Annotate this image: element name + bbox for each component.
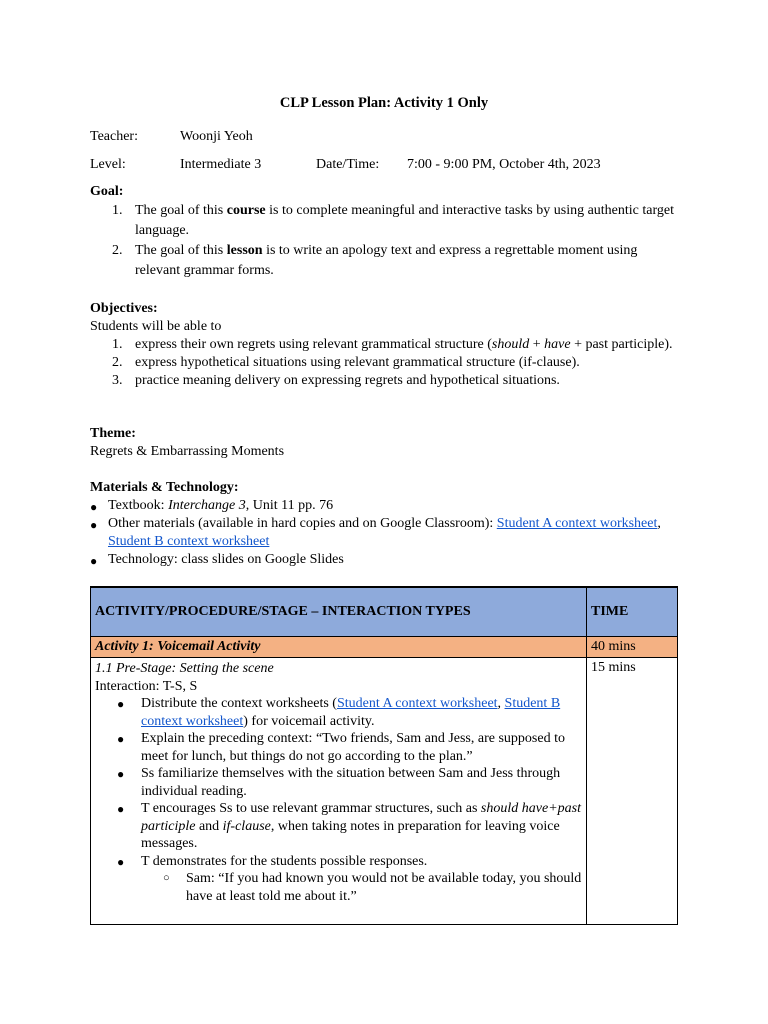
stage-row: [91, 658, 678, 925]
objective-italic: have: [544, 337, 571, 352]
materials-list: [90, 497, 682, 569]
bullet-icon: ●: [117, 732, 125, 746]
teacher-value: Woonji Yeoh: [180, 129, 253, 144]
lesson-table: [90, 586, 678, 925]
objective-item: [90, 354, 682, 372]
step-text: Explain the preceding context: “Two friends, Sam and Jess, are supposed to meet for lunch, but things do not go according to the plan.”: [141, 731, 565, 764]
list-item: [95, 853, 582, 871]
objective-text: express their own regrets using relevant grammatical structure (: [135, 337, 492, 352]
activity-time: 40 mins: [587, 637, 678, 658]
step-text: ) for voicemail activity.: [243, 713, 375, 729]
bullet-icon: ●: [117, 697, 125, 711]
stage-time: 15 mins: [587, 658, 678, 925]
header-time: TIME: [587, 587, 678, 637]
goal-text: The goal of this: [135, 203, 227, 218]
theme-text: Regrets & Embarrassing Moments: [90, 444, 285, 459]
circle-bullet-icon: ○: [163, 872, 170, 884]
step-text: Ss familiarize themselves with the situation between Sam and Jess through individual reading.: [141, 766, 561, 799]
list-item: [95, 800, 582, 853]
stage-title: 1.1 Pre-Stage: Setting the scene: [95, 661, 274, 676]
interaction-type: Interaction: T-S, S: [95, 678, 198, 694]
objective-number: 3.: [112, 373, 123, 388]
student-a-worksheet-link[interactable]: Student A context worksheet: [496, 516, 658, 531]
step-italic: should have+past participle: [141, 801, 581, 834]
objective-text: + past participle).: [570, 337, 673, 352]
goal-item: [90, 201, 682, 241]
goal-list: [90, 201, 682, 281]
goal-bold: course: [226, 203, 266, 218]
bullet-icon: ●: [117, 802, 125, 816]
step-text: T encourages Ss to use relevant grammar structures, such as: [141, 801, 481, 816]
step-text: Distribute the context worksheets (: [141, 696, 337, 711]
level-value: Intermediate 3: [180, 157, 262, 172]
objective-text: practice meaning delivery on expressing regrets and hypothetical situations.: [135, 373, 560, 388]
header-activity: ACTIVITY/PROCEDURE/STAGE – INTERACTION TYPES: [91, 587, 587, 637]
goal-heading: Goal:: [90, 184, 124, 199]
goal-bold: lesson: [226, 243, 263, 258]
materials-text: , Unit 11 pp. 76: [245, 498, 334, 513]
student-b-worksheet-link[interactable]: Student B context worksheet: [141, 696, 561, 729]
objective-item: [90, 336, 682, 354]
step-text: T demonstrates for the students possible responses.: [141, 853, 428, 869]
objective-text: express hypothetical situations using relevant grammatical structure (if-clause).: [135, 355, 580, 370]
list-item: [95, 765, 582, 800]
level-label: Level:: [90, 157, 126, 172]
stage-steps: [95, 695, 582, 905]
objective-number: 1.: [112, 337, 123, 352]
list-item: [95, 695, 582, 730]
bullet-icon: ●: [90, 500, 98, 514]
bullet-icon: ●: [117, 767, 125, 781]
goal-number: 1.: [112, 203, 123, 218]
sub-list-item: [95, 870, 582, 905]
step-text: and: [195, 818, 223, 834]
goal-number: 2.: [112, 243, 123, 258]
materials-separator: ,: [657, 516, 661, 531]
date-label: Date/Time:: [316, 157, 380, 172]
page-title: CLP Lesson Plan: Activity 1 Only: [279, 95, 489, 111]
objective-text: +: [529, 337, 545, 352]
goal-item: [90, 241, 682, 281]
table-header-row: [91, 587, 678, 637]
step-separator: ,: [497, 696, 505, 711]
list-item: [95, 730, 582, 765]
materials-heading: Materials & Technology:: [90, 480, 239, 495]
bullet-icon: ●: [90, 518, 98, 532]
materials-text: Textbook:: [108, 498, 169, 513]
goal-text: is to write an apology text and express a regrettable moment using relevant grammar forms.: [135, 243, 638, 278]
student-a-worksheet-link[interactable]: Student A context worksheet: [336, 696, 498, 711]
objective-item: [90, 372, 682, 390]
materials-item: [90, 515, 682, 551]
materials-item: [90, 551, 682, 569]
step-text: Sam: “If you had known you would not be available today, you should have at least told me about it.”: [186, 871, 582, 904]
textbook-title: Interchange 3: [168, 498, 246, 513]
goal-text: is to complete meaningful and interactive tasks by using authentic target language.: [135, 203, 675, 238]
step-italic: if-clause: [222, 818, 271, 834]
activity-title: Activity 1: Voicemail Activity: [91, 637, 587, 658]
objectives-heading: Objectives:: [90, 301, 158, 316]
teacher-label: Teacher:: [90, 129, 138, 144]
objective-italic: should: [491, 337, 530, 352]
date-value: 7:00 - 9:00 PM, October 4th, 2023: [407, 157, 601, 172]
activity-row: [91, 637, 678, 658]
bullet-icon: ●: [90, 554, 98, 568]
objective-number: 2.: [112, 355, 123, 370]
student-b-worksheet-link[interactable]: Student B context worksheet: [108, 534, 270, 549]
materials-text: Technology: class slides on Google Slides: [108, 552, 344, 567]
theme-heading: Theme:: [90, 426, 136, 441]
materials-item: [90, 497, 682, 515]
objectives-list: [90, 336, 682, 390]
bullet-icon: ●: [117, 854, 125, 869]
step-text: , when taking notes in preparation for leaving voice messages.: [141, 818, 560, 851]
goal-text: The goal of this: [135, 243, 227, 258]
stage-cell: [91, 658, 587, 925]
materials-text: Other materials (available in hard copies and on Google Classroom):: [108, 516, 497, 531]
objectives-intro: Students will be able to: [90, 319, 222, 334]
